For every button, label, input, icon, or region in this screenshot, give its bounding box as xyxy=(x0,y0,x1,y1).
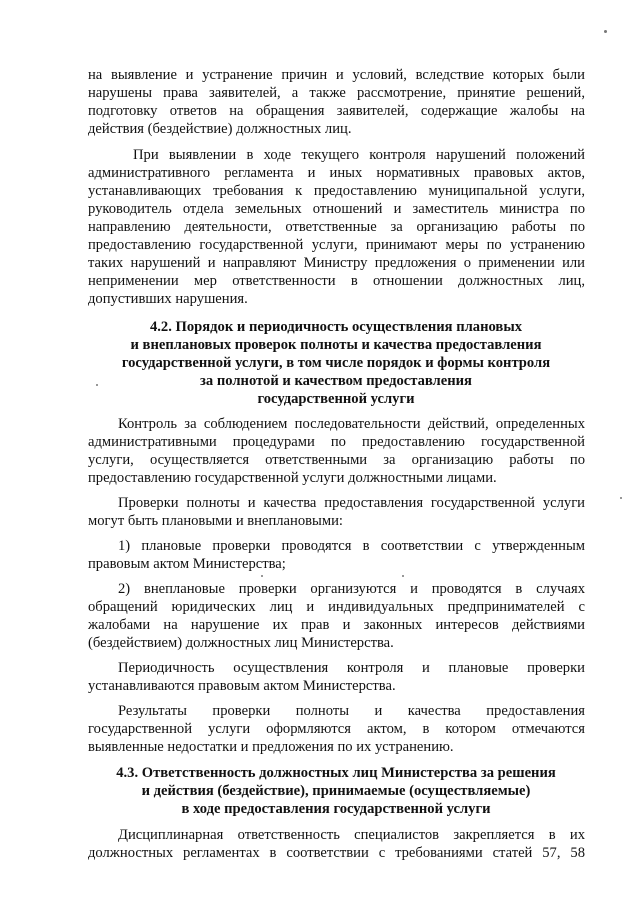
scan-speck-5 xyxy=(402,575,404,577)
scan-speck-3 xyxy=(620,497,622,499)
text-line-30: (бездействием) должностных лиц Министерства. xyxy=(88,635,394,651)
text-line-4: действия (бездействие) должностных лиц. xyxy=(88,121,352,137)
text-line-11: таких нарушений и направляют Министру предложения о применении или xyxy=(88,255,585,271)
text-line-10: предоставлению государственной услуги, принимают меры по устранению xyxy=(88,237,585,253)
text-line-9: направлению деятельности, ответственные за организацию работы по xyxy=(88,219,585,235)
scan-speck-4 xyxy=(261,575,263,577)
text-line-5: При выявлении в ходе текущего контроля нарушений положений xyxy=(133,147,585,163)
text-line-7: устанавливающих требования к предоставлению муниципальной услуги, xyxy=(88,183,585,199)
text-line-3: подготовку ответов на обращения заявителей, содержащие жалобы на xyxy=(88,103,585,119)
text-line-25: 1) плановые проверки проводятся в соответствии с утвержденным xyxy=(118,538,585,554)
text-line-13: допустивших нарушения. xyxy=(88,291,248,307)
scan-speck-1 xyxy=(604,30,607,33)
text-line-35: выявленные недостатки и предложения по их устранению. xyxy=(88,739,454,755)
text-line-1: на выявление и устранение причин и условий, вследствие которых были xyxy=(88,67,585,83)
text-line-12: неприменении мер ответственности в отношении должностных лиц, xyxy=(88,273,585,289)
text-line-29: жалобами на нарушение их прав и законных интересов действиями xyxy=(88,617,585,633)
text-line-20: административными процедурами по предоставлению государственной xyxy=(88,434,585,450)
text-line-39: Дисциплинарная ответственность специалистов закрепляется в их xyxy=(118,827,585,843)
heading-line-36: 4.3. Ответственность должностных лиц Министерства за решения xyxy=(116,765,556,781)
text-line-21: услуги, осуществляется ответственными за организацию работы по xyxy=(88,452,585,468)
text-line-2: нарушены права заявителей, а также рассмотрение, принятие решений, xyxy=(88,85,585,101)
heading-line-18: государственной услуги xyxy=(257,391,415,407)
text-line-27: 2) внеплановые проверки организуются и проводятся в случаях xyxy=(118,581,585,597)
text-line-19: Контроль за соблюдением последовательности действий, определенных xyxy=(118,416,585,432)
text-line-23: Проверки полноты и качества предоставления государственной услуги xyxy=(118,495,585,511)
heading-line-17: за полнотой и качеством предоставления xyxy=(200,373,472,389)
heading-line-16: государственной услуги, в том числе порядок и формы контроля xyxy=(121,355,551,371)
heading-line-37: и действия (бездействие), принимаемые (осуществляемые) xyxy=(141,783,531,799)
text-line-31: Периодичность осуществления контроля и плановые проверки xyxy=(118,660,585,676)
text-line-32: устанавливаются правовым актом Министерства. xyxy=(88,678,396,694)
text-line-28: обращений юридических лиц и индивидуальных предпринимателей с xyxy=(88,599,585,615)
text-line-26: правовым актом Министерства; xyxy=(88,556,286,572)
text-line-33: Результаты проверки полноты и качества предоставления xyxy=(118,703,585,719)
text-line-6: административного регламента и иных нормативных правовых актов, xyxy=(88,165,585,181)
heading-line-15: и внеплановых проверок полноты и качества предоставления xyxy=(130,337,542,353)
text-line-24: могут быть плановыми и внеплановыми: xyxy=(88,513,343,529)
text-line-40: должностных регламентах в соответствии с требованиями статей 57, 58 xyxy=(88,845,585,861)
scan-speck-2 xyxy=(96,384,98,386)
heading-line-14: 4.2. Порядок и периодичность осуществления плановых xyxy=(149,319,523,335)
text-line-8: руководитель отдела земельных отношений и заместитель министра по xyxy=(88,201,585,217)
text-line-22: предоставлению государственной услуги должностными лицами. xyxy=(88,470,497,486)
text-line-34: государственной услуги оформляются актом, в котором отмечаются xyxy=(88,721,585,737)
heading-line-38: в ходе предоставления государственной услуги xyxy=(181,801,491,817)
